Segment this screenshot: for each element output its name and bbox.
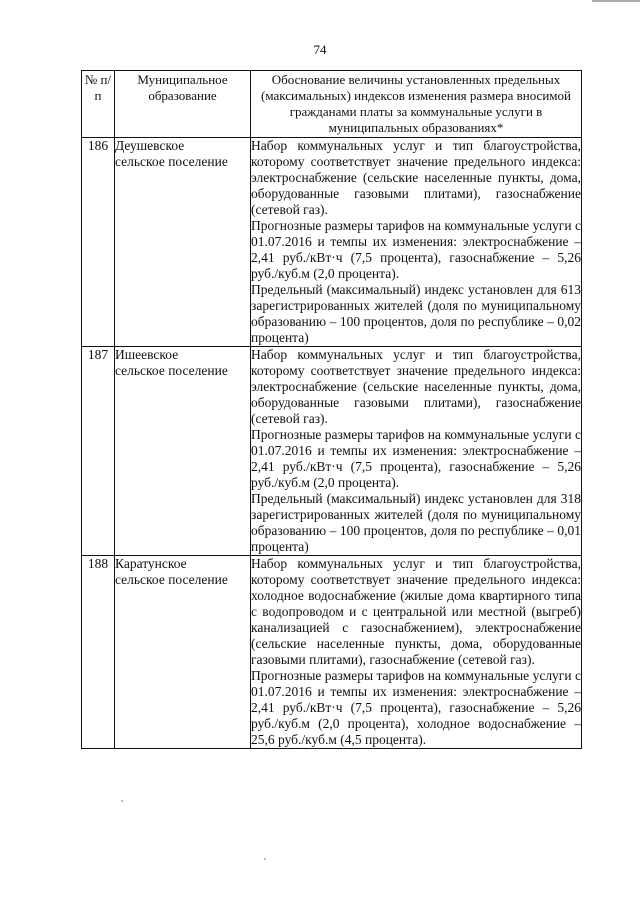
row-number: 186: [82, 138, 115, 347]
municipality-name-line: сельское поселение: [115, 363, 228, 378]
justification-paragraph: Прогнозные размеры тарифов на коммунальные услуги с 01.07.2016 и темпы их изменения: электроснабжение – 2,41 руб./кВт·ч (7,5 процента), газоснабжение – 5,26 руб./куб.м (2,0 процента).: [251, 427, 581, 490]
municipality-cell: [115, 138, 251, 347]
justification-cell: [251, 138, 582, 347]
municipality-name-line: Ишеевское: [115, 347, 179, 362]
municipality-cell: [115, 347, 251, 556]
municipality-name-line: Деушевское: [115, 138, 185, 153]
row-number: 188: [82, 556, 115, 749]
table-row: [82, 138, 582, 347]
scan-corner-mark: [592, 0, 640, 5]
justification-paragraph: Предельный (максимальный) индекс установлен для 318 зарегистрированных жителей (доля по муниципальному образованию – 100 процентов, доля по республике – 0,01 процента): [251, 491, 581, 554]
municipality-name-line: Каратунское: [115, 556, 187, 571]
row-number: 187: [82, 347, 115, 556]
page-number: 74: [313, 42, 327, 57]
header-num: № п/п: [82, 71, 115, 138]
justification-paragraph: Набор коммунальных услуг и тип благоустройства, которому соответствует значение предельного индекса: холодное водоснабжение (жилые дома квартирного типа с водопроводом и с центральной или местной (выгреб) канализацией с газоснабжением), электроснабжение (сельские населенные пункты, дома, оборудованные газовыми плитами), газоснабжение (сетевой газ).: [251, 556, 581, 667]
municipality-name-line: сельское поселение: [115, 572, 228, 587]
scan-speck: [264, 858, 266, 860]
justification-paragraph: Набор коммунальных услуг и тип благоустройства, которому соответствует значение предельного индекса: электроснабжение (сельские населенные пункты, дома, оборудованные газовыми плитами), газоснабжение (сетевой газ).: [251, 138, 581, 217]
table-body: [82, 138, 582, 749]
justification-paragraph: Предельный (максимальный) индекс установлен для 613 зарегистрированных жителей (доля по муниципальному образованию – 100 процентов, доля по республике – 0,02 процента): [251, 282, 581, 345]
municipality-name-line: сельское поселение: [115, 154, 228, 169]
header-justification: Обоснование величины установленных предельных (максимальных) индексов изменения размера вносимой гражданами платы за коммунальные услуги в муниципальных образованиях*: [251, 71, 582, 138]
tariff-index-table: [81, 70, 582, 749]
justification-paragraph: Прогнозные размеры тарифов на коммунальные услуги с 01.07.2016 и темпы их изменения: электроснабжение – 2,41 руб./кВт·ч (7,5 процента), газоснабжение – 5,26 руб./куб.м (2,0 процента).: [251, 218, 581, 281]
justification-cell: [251, 556, 582, 749]
scan-speck: [121, 800, 123, 802]
header-municipality: Муниципальное образование: [115, 71, 251, 138]
justification-paragraph: Набор коммунальных услуг и тип благоустройства, которому соответствует значение предельного индекса: электроснабжение (сельские населенные пункты, дома, оборудованные газовыми плитами), газоснабжение (сетевой газ).: [251, 347, 581, 426]
table-row: [82, 347, 582, 556]
table-header-row: [82, 71, 582, 138]
justification-paragraph: Прогнозные размеры тарифов на коммунальные услуги с 01.07.2016 и темпы их изменения: электроснабжение – 2,41 руб./кВт·ч (7,5 процента), газоснабжение – 5,26 руб./куб.м (2,0 процента), холодное водоснабжение – 25,6 руб./куб.м (4,5 процента).: [251, 668, 581, 747]
table-row: [82, 556, 582, 749]
justification-cell: [251, 347, 582, 556]
municipality-cell: [115, 556, 251, 749]
